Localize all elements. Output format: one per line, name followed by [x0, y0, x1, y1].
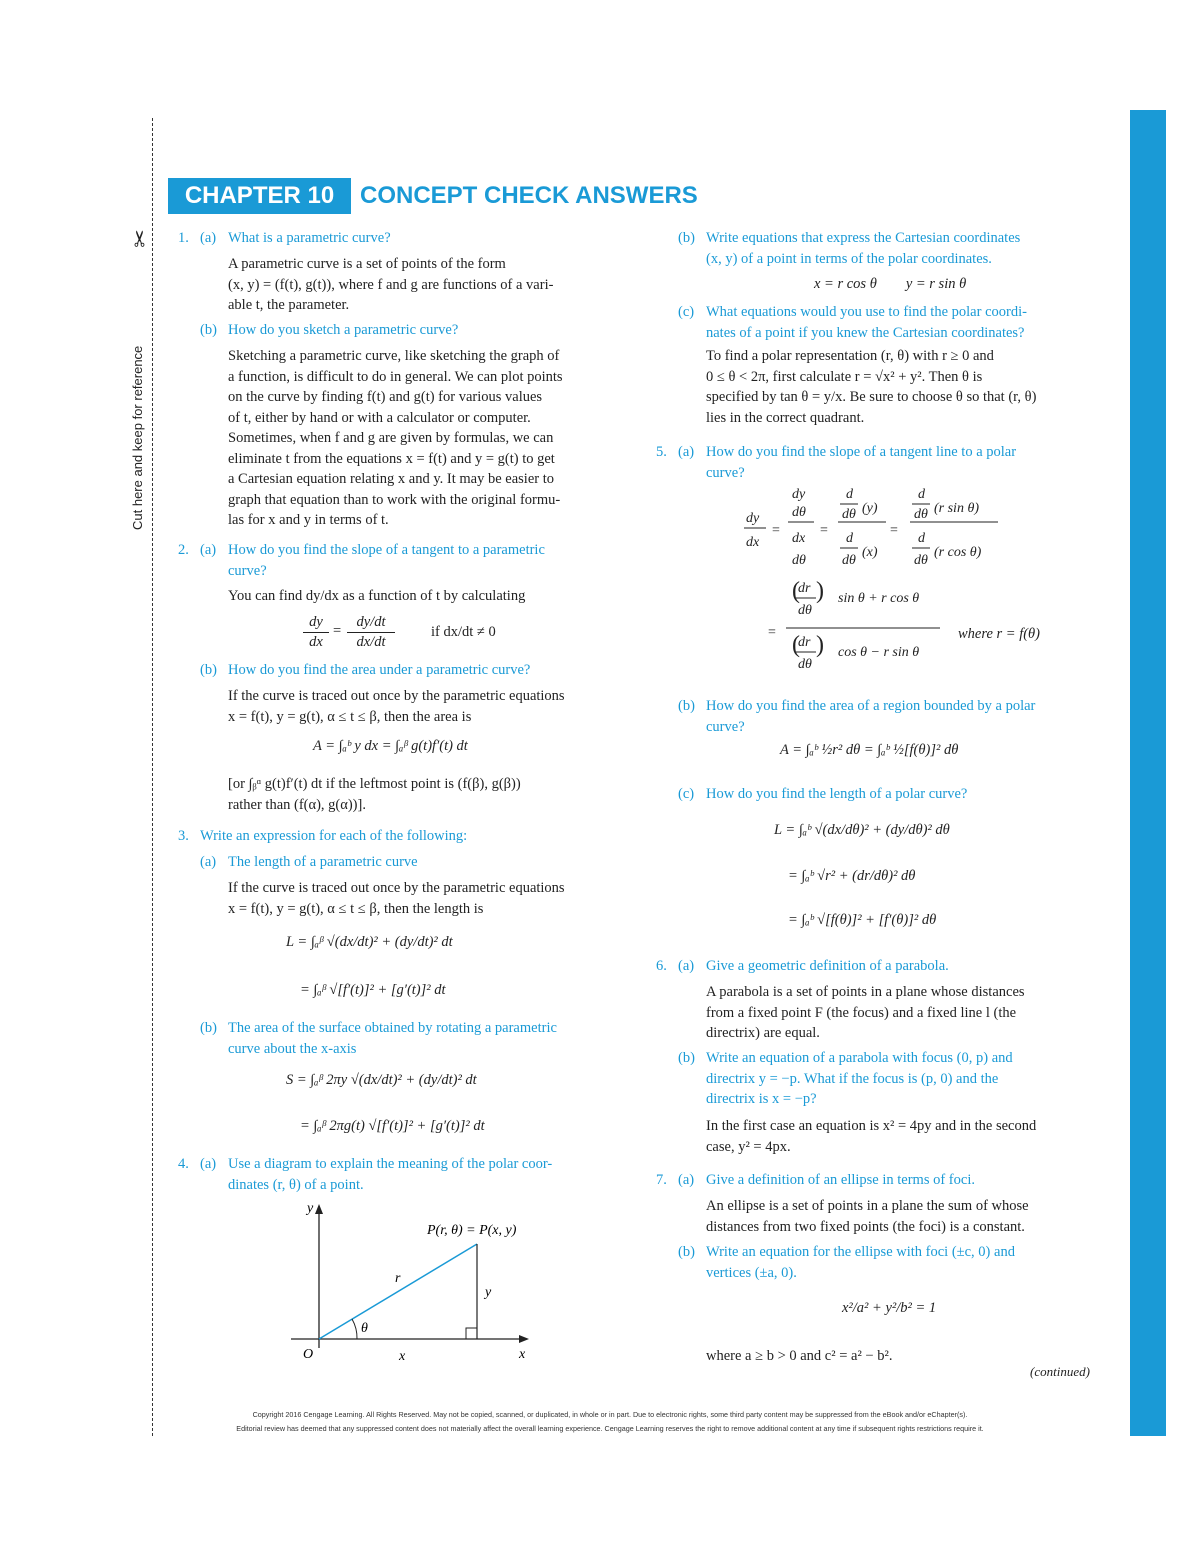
q5c-question: How do you find the length of a polar curve? [706, 786, 968, 802]
q3b-question [228, 1018, 557, 1059]
continued-note: (continued) [1030, 1364, 1090, 1379]
q5c-equation-1: L = ∫ₐᵇ √(dx/dθ)² + (dy/dθ)² dθ [774, 822, 950, 838]
svg-text:dθ: dθ [798, 603, 812, 618]
q7-number: 7. [656, 1172, 667, 1188]
text-line: 0 ≤ θ < 2π, first calculate r = √x² + y². Then θ is [706, 368, 983, 385]
cut-line [152, 118, 153, 1436]
theta-label: θ [361, 1321, 368, 1336]
svg-text:dθ: dθ [842, 553, 856, 568]
text-line: vertices (±a, 0). [706, 1264, 797, 1281]
svg-text:d: d [918, 531, 925, 546]
q3b-equation-2: = ∫ₐᵝ 2πg(t) √[f′(t)]² + [g′(t)]² dt [300, 1118, 485, 1134]
svg-text:(r sin θ): (r sin θ) [934, 501, 979, 516]
svg-text:): ) [816, 632, 824, 658]
text-line: A parabola is a set of points in a plane whose distances [706, 984, 1025, 1000]
q1a-answer [228, 254, 553, 316]
q4c-question [706, 302, 1027, 343]
q5a-where: where r = f(θ) [958, 626, 1041, 642]
q6b-label: (b) [678, 1050, 695, 1066]
q3b-equation-1: S = ∫ₐᵝ 2πy √(dx/dt)² + (dy/dt)² dt [286, 1072, 477, 1088]
right-color-tab [1130, 110, 1166, 1436]
q4b-label: (b) [678, 230, 695, 246]
q6a-question: Give a geometric definition of a parabola. [706, 958, 949, 974]
q2b-label: (b) [200, 662, 217, 678]
svg-text:): ) [816, 578, 824, 604]
text-line: Write an equation of a parabola with focus (0, p) and [706, 1050, 1013, 1066]
q7a-answer [706, 1196, 1029, 1237]
r-label: r [395, 1271, 401, 1286]
svg-text:dr: dr [798, 635, 811, 650]
y-length-label: y [485, 1285, 492, 1300]
q1b-question: How do you sketch a parametric curve? [228, 322, 459, 338]
text-line: Write an equation for the ellipse with foci (±c, 0) and [706, 1244, 1015, 1260]
cut-here-note: Cut here and keep for reference [130, 345, 145, 530]
q5b-equation: A = ∫ₐᵇ ½r² dθ = ∫ₐᵇ ½[f(θ)]² dθ [780, 742, 959, 758]
svg-text:=: = [820, 523, 828, 538]
text-line: (x, y) = (f(t), g(t)), where f and g are functions of a vari- [228, 276, 554, 293]
text-line: x = f(t), y = g(t), α ≤ t ≤ β, then the area is [228, 708, 472, 725]
x-axis-label: x [519, 1347, 526, 1362]
q3b-label: (b) [200, 1020, 217, 1036]
q2b-answer [228, 686, 565, 727]
point-label: P(r, θ) = P(x, y) [427, 1223, 517, 1238]
svg-text:dr: dr [798, 581, 811, 596]
radius-line [319, 1244, 477, 1339]
svg-text:d: d [846, 531, 853, 546]
text-line: How do you find the slope of a tangent to a parametric [228, 542, 545, 558]
q1b-answer [228, 346, 563, 531]
svg-text:(: ( [792, 632, 800, 658]
q5a-question [706, 442, 1016, 483]
q3-question: Write an expression for each of the following: [200, 828, 468, 844]
q3a-label: (a) [200, 854, 217, 870]
text-line: eliminate t from the equations x = f(t) and y = g(t) to get [228, 450, 555, 467]
text-line: a function, is difficult to do in general. We can plot points [228, 368, 563, 385]
frac-den: dx/dt [356, 634, 386, 650]
svg-text:=: = [890, 523, 898, 538]
text-line: directrix) are equal. [706, 1025, 820, 1041]
svg-text:sin θ + r cos θ: sin θ + r cos θ [838, 591, 920, 606]
text-line: las for x and y in terms of t. [228, 512, 389, 528]
q6-number: 6. [656, 958, 667, 974]
svg-text:dθ: dθ [914, 553, 928, 568]
q5c-equation-2: = ∫ₐᵇ √r² + (dr/dθ)² dθ [788, 868, 916, 884]
frac-num: dy [309, 614, 323, 630]
svg-text:dθ: dθ [792, 505, 806, 520]
text-line: What equations would you use to find the polar coordi- [706, 304, 1027, 320]
q3a-answer [228, 878, 565, 919]
q4c-label: (c) [678, 304, 695, 320]
q1a-label: (a) [200, 230, 217, 246]
svg-text:=: = [772, 523, 780, 538]
frac-num: dy/dt [356, 614, 386, 630]
q5b-label: (b) [678, 698, 695, 714]
text-line: (x, y) of a point in terms of the polar coordinates. [706, 250, 992, 267]
svg-text:dθ: dθ [842, 507, 856, 522]
q1a-question: What is a parametric curve? [228, 230, 391, 246]
text-line: of t, either by hand or with a calculator or computer. [228, 409, 531, 426]
q7b-label: (b) [678, 1244, 695, 1260]
text-line: Write equations that express the Cartesian coordinates [706, 230, 1021, 246]
q6a-answer [706, 982, 1025, 1044]
page-title: CONCEPT CHECK ANSWERS [360, 182, 698, 209]
text-line: Sometimes, when f and g are given by formulas, we can [228, 430, 554, 446]
copyright-line-1: Copyright 2016 Cengage Learning. All Rights Reserved. May not be copied, scanned, or duplicated, in whole or in part. Due to electronic rights, some third party content may be suppressed from the eBook and/or eChapter(s). [252, 1410, 968, 1419]
angle-arc [352, 1319, 357, 1339]
q6b-answer [706, 1116, 1036, 1157]
q5a-equation [740, 484, 1010, 684]
y-axis-label: y [307, 1201, 314, 1216]
text-line: able t, the parameter. [228, 297, 350, 313]
text-line: How do you find the slope of a tangent line to a polar [706, 444, 1017, 460]
text-line: case, y² = 4px. [706, 1138, 791, 1155]
q1b-label: (b) [200, 322, 217, 338]
q3a-equation-1: L = ∫ₐᵝ √(dx/dt)² + (dy/dt)² dt [286, 934, 453, 950]
text-line: directrix is x = −p? [706, 1091, 817, 1107]
text-line: nates of a point if you knew the Cartesian coordinates? [706, 324, 1025, 341]
svg-text:dy: dy [746, 511, 760, 526]
q1-number: 1. [178, 230, 189, 246]
q5c-label: (c) [678, 786, 695, 802]
q3a-equation-2: = ∫ₐᵝ √[f′(t)]² + [g′(t)]² dt [300, 982, 446, 998]
q4-number: 4. [178, 1156, 189, 1172]
x-arrow [519, 1335, 529, 1343]
q4b-question [706, 228, 1020, 269]
text-line: directrix y = −p. What if the focus is (p, 0) and the [706, 1070, 999, 1087]
svg-text:dx: dx [792, 531, 806, 546]
scissors-icon: ✂ [128, 229, 154, 248]
polar-diagram [285, 1198, 545, 1368]
text-line: curve about the x-axis [228, 1040, 357, 1057]
svg-text:d: d [918, 487, 925, 502]
q6b-question [706, 1048, 1013, 1110]
text-line: curve? [228, 562, 267, 579]
svg-text:dx: dx [746, 535, 760, 550]
text-line: Use a diagram to explain the meaning of the polar coor- [228, 1156, 553, 1172]
svg-text:dθ: dθ [914, 507, 928, 522]
q7a-label: (a) [678, 1172, 695, 1188]
q4c-answer [706, 346, 1036, 428]
q4a-label: (a) [200, 1156, 217, 1172]
copyright-line-2: Editorial review has deemed that any suppressed content does not materially affect the overall learning experience. Cengage Learning reserves the right to remove additional content at any time if subsequent rights restrictions require it. [236, 1424, 984, 1433]
svg-text:(: ( [792, 578, 800, 604]
text-line: graph that equation than to work with the original formu- [228, 491, 561, 508]
q2b-answer-note [228, 774, 521, 815]
text-line: rather than (f(α), g(α))]. [228, 796, 366, 813]
q4a-question [228, 1154, 552, 1195]
svg-text:(y): (y) [862, 501, 878, 516]
svg-text:cos θ − r sin θ: cos θ − r sin θ [838, 645, 920, 660]
text-line: A parametric curve is a set of points of the form [228, 256, 506, 272]
text-line: x = f(t), y = g(t), α ≤ t ≤ β, then the length is [228, 900, 484, 917]
svg-text:dθ: dθ [792, 553, 806, 568]
text-line: The area of the surface obtained by rotating a parametric [228, 1020, 557, 1036]
condition: if dx/dt ≠ 0 [431, 624, 496, 640]
q2a-label: (a) [200, 542, 217, 558]
svg-text:(r cos θ): (r cos θ) [934, 545, 982, 560]
svg-text:=: = [768, 625, 776, 640]
text-line: How do you find the area of a region bounded by a polar [706, 698, 1036, 714]
q2-number: 2. [178, 542, 189, 558]
text-line: dinates (r, θ) of a point. [228, 1176, 364, 1193]
svg-text:d: d [846, 487, 853, 502]
text-line: from a fixed point F (the focus) and a fixed line l (the [706, 1004, 1017, 1021]
q2a-answer: You can find dy/dx as a function of t by calculating [228, 588, 526, 604]
q5c-equation-3: = ∫ₐᵇ √[f(θ)]² + [f′(θ)]² dθ [788, 912, 937, 928]
text-line: In the first case an equation is x² = 4py and in the second [706, 1118, 1037, 1134]
q4b-equation: x = r cos θ y = r sin θ [814, 276, 967, 292]
q2a-question [228, 540, 545, 581]
q2b-question: How do you find the area under a parametric curve? [228, 662, 531, 678]
frac-den: dx [309, 634, 323, 650]
svg-text:dθ: dθ [798, 657, 812, 672]
q7a-question: Give a definition of an ellipse in terms of foci. [706, 1172, 975, 1188]
q5-number: 5. [656, 444, 667, 460]
text-line: distances from two fixed points (the foci) is a constant. [706, 1218, 1025, 1235]
text-line: [or ∫ᵦᵅ g(t)f′(t) dt if the leftmost point is (f(β), g(β)) [228, 776, 521, 792]
text-line: If the curve is traced out once by the parametric equations [228, 688, 565, 704]
text-line: curve? [706, 464, 745, 481]
y-arrow [315, 1204, 323, 1214]
right-angle-mark [466, 1328, 477, 1339]
text-line: Sketching a parametric curve, like sketching the graph of [228, 348, 560, 364]
q7b-question [706, 1242, 1015, 1283]
text-line: curve? [706, 718, 745, 735]
q7b-equation: x²/a² + y²/b² = 1 [842, 1300, 937, 1316]
text-line: lies in the correct quadrant. [706, 409, 865, 426]
q2b-equation: A = ∫ₐᵇ y dx = ∫ₐᵝ g(t)f′(t) dt [313, 738, 468, 754]
q5b-question [706, 696, 1035, 737]
q6a-label: (a) [678, 958, 695, 974]
svg-text:dy: dy [792, 487, 806, 502]
q3-number: 3. [178, 828, 189, 844]
text-line: specified by tan θ = y/x. Be sure to choose θ so that (r, θ) [706, 389, 1037, 405]
text-line: To find a polar representation (r, θ) with r ≥ 0 and [706, 348, 994, 364]
x-length-label: x [399, 1349, 406, 1364]
text-line: a Cartesian equation relating x and y. It may be easier to [228, 471, 554, 487]
q5a-label: (a) [678, 444, 695, 460]
text-line: If the curve is traced out once by the parametric equations [228, 880, 565, 896]
q7b-where: where a ≥ b > 0 and c² = a² − b². [706, 1348, 893, 1364]
text-line: on the curve by finding f(t) and g(t) for various values [228, 389, 543, 405]
q3a-question: The length of a parametric curve [228, 854, 418, 870]
origin-label: O [303, 1347, 314, 1362]
svg-text:(x): (x) [862, 545, 878, 560]
chapter-label: CHAPTER 10 [168, 178, 351, 214]
text-line: An ellipse is a set of points in a plane the sum of whose [706, 1198, 1029, 1214]
